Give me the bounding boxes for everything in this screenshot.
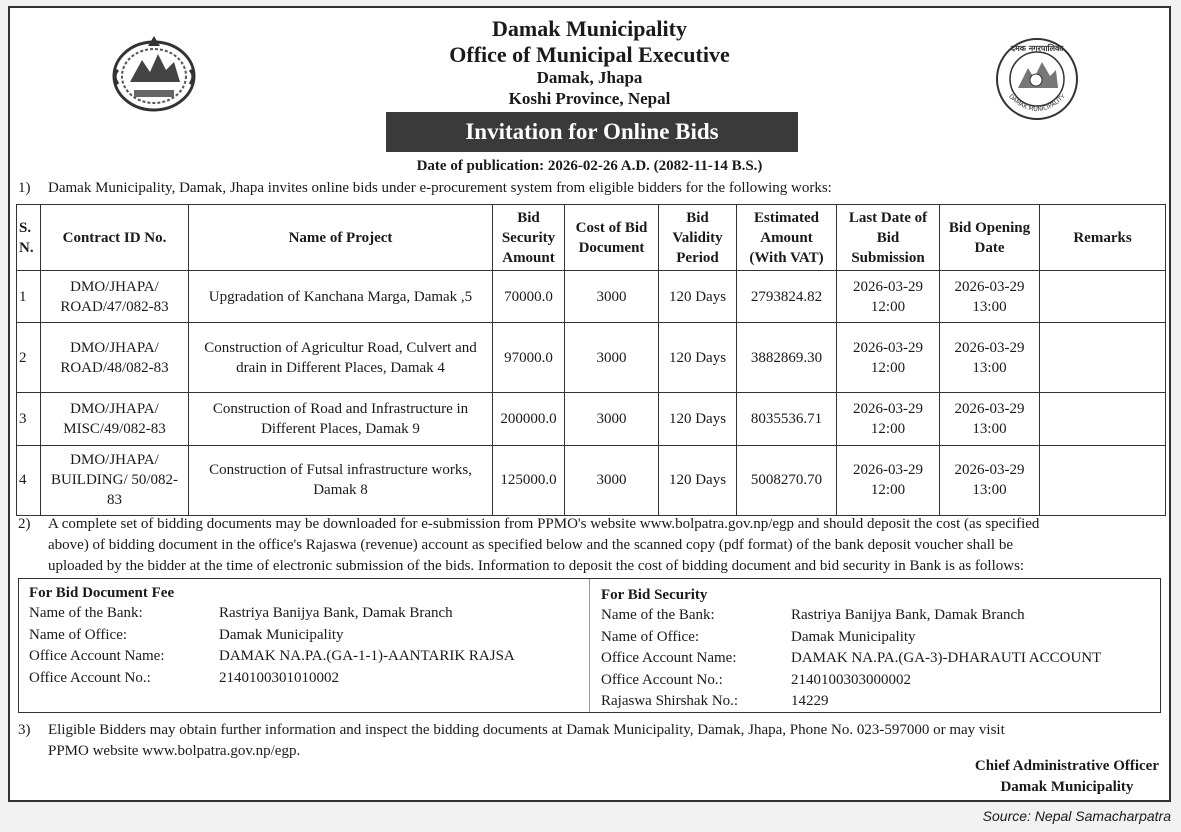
works-table xyxy=(16,204,1166,516)
cell-sn: 2 xyxy=(17,323,41,393)
bank-row xyxy=(29,625,515,647)
bank-value: 2140100303000002 xyxy=(791,671,911,688)
col-sn: S. N. xyxy=(17,205,41,271)
cell-estimate: 3882869.30 xyxy=(737,323,837,393)
cell-security: 97000.0 xyxy=(493,323,565,393)
cell-remarks xyxy=(1040,323,1166,393)
cell-lastdate: 2026-03-29 12:00 xyxy=(837,445,940,515)
page-title: Invitation for Online Bids xyxy=(386,112,798,152)
cell-lastdate: 2026-03-29 12:00 xyxy=(837,393,940,445)
source-credit: Source: Nepal Samacharpatra xyxy=(982,808,1171,824)
bank-row xyxy=(29,646,515,668)
bank-value: DAMAK NA.PA.(GA-3)-DHARAUTI ACCOUNT xyxy=(791,650,1102,666)
cell-estimate: 8035536.71 xyxy=(737,393,837,445)
cell-project: Construction of Agricultur Road, Culvert and drain in Different Places, Damak 4 xyxy=(189,323,493,393)
signatory-office: Damak Municipality xyxy=(1000,779,1134,795)
cell-contract: DMO/JHAPA/ MISC/49/082-83 xyxy=(41,393,189,445)
cell-project: Upgradation of Kanchana Marga, Damak ,5 xyxy=(189,271,493,323)
cell-remarks xyxy=(1040,393,1166,445)
bank-value: Rastriya Banijya Bank, Damak Branch xyxy=(219,605,453,621)
cell-cost: 3000 xyxy=(565,323,659,393)
cell-contract: DMO/JHAPA/ ROAD/48/082-83 xyxy=(41,323,189,393)
table-row xyxy=(17,271,1166,323)
office-subtitle: Office of Municipal Executive xyxy=(449,42,730,67)
cell-cost: 3000 xyxy=(565,445,659,515)
cell-cost: 3000 xyxy=(565,393,659,445)
paragraph-number: 3) xyxy=(18,722,31,738)
bank-key: Name of the Bank: xyxy=(601,607,715,623)
cell-validity: 120 Days xyxy=(659,323,737,393)
table-row xyxy=(17,393,1166,445)
bank-row xyxy=(601,670,1101,692)
bank-key: Office Account No.: xyxy=(601,671,723,688)
col-estimate: Estimated Amount (With VAT) xyxy=(737,205,837,271)
cell-estimate: 5008270.70 xyxy=(737,445,837,515)
bank-key: Office Account No.: xyxy=(29,669,151,686)
cell-security: 70000.0 xyxy=(493,271,565,323)
bid-security-title: For Bid Security xyxy=(601,587,708,603)
cell-lastdate: 2026-03-29 12:00 xyxy=(837,271,940,323)
paragraph-number: 1) xyxy=(18,180,31,196)
table-row xyxy=(17,323,1166,393)
cell-sn: 3 xyxy=(17,393,41,445)
bank-row xyxy=(29,668,515,690)
col-opening: Bid Opening Date xyxy=(940,205,1040,271)
paragraph-line: above) of bidding document in the office's Rajaswa (revenue) account as specified below and the scanned copy (pdf format) of the bank deposit voucher shall be xyxy=(48,537,1014,553)
cell-contract: DMO/JHAPA/ BUILDING/ 50/082-83 xyxy=(41,445,189,515)
cell-validity: 120 Days xyxy=(659,271,737,323)
cell-validity: 120 Days xyxy=(659,445,737,515)
publication-date: Date of publication: 2026-02-26 A.D. (2082-11-14 B.S.) xyxy=(416,158,763,174)
bank-key: Office Account Name: xyxy=(601,650,737,666)
bank-key: Name of Office: xyxy=(601,628,700,645)
paragraph-line: Eligible Bidders may obtain further information and inspect the bidding documents at Damak Municipality, Damak, Jhapa, Phone No. 023-597000 or may visit xyxy=(48,722,1005,738)
bank-value: DAMAK NA.PA.(GA-1-1)-AANTARIK RAJSA xyxy=(219,648,515,664)
cell-validity: 120 Days xyxy=(659,393,737,445)
office-location: Damak, Jhapa xyxy=(536,68,643,87)
bank-row xyxy=(601,605,1101,627)
cell-opening: 2026-03-29 13:00 xyxy=(940,393,1040,445)
cell-security: 200000.0 xyxy=(493,393,565,445)
cell-cost: 3000 xyxy=(565,271,659,323)
bank-row xyxy=(601,691,1101,713)
notice-frame xyxy=(8,6,1171,802)
col-cost: Cost of Bid Document xyxy=(565,205,659,271)
bank-value: Rastriya Banijya Bank, Damak Branch xyxy=(791,607,1025,623)
cell-opening: 2026-03-29 13:00 xyxy=(940,323,1040,393)
col-contract: Contract ID No. xyxy=(41,205,189,271)
bid-fee-details xyxy=(29,583,515,689)
bank-value: Damak Municipality xyxy=(219,626,344,643)
col-security: Bid Security Amount xyxy=(493,205,565,271)
bid-fee-title: For Bid Document Fee xyxy=(29,585,175,601)
bank-row xyxy=(29,603,515,625)
bank-key: Name of Office: xyxy=(29,626,128,643)
cell-project: Construction of Road and Infrastructure in Different Places, Damak 9 xyxy=(189,393,493,445)
seal-text: दमक नगरपालिका xyxy=(1010,44,1064,53)
table-row xyxy=(17,445,1166,515)
paragraph-line: PPMO website www.bolpatra.gov.np/egp. xyxy=(48,743,301,759)
cell-sn: 1 xyxy=(17,271,41,323)
cell-remarks xyxy=(1040,445,1166,515)
paragraph-1 xyxy=(18,178,832,199)
bank-value: 14229 xyxy=(791,693,829,709)
bank-value: 2140100301010002 xyxy=(219,669,339,686)
cell-contract: DMO/JHAPA/ ROAD/47/082-83 xyxy=(41,271,189,323)
cell-security: 125000.0 xyxy=(493,445,565,515)
cell-sn: 4 xyxy=(17,445,41,515)
cell-estimate: 2793824.82 xyxy=(737,271,837,323)
municipality-seal-icon xyxy=(994,36,1080,122)
signature-block xyxy=(975,756,1159,798)
cell-project: Construction of Futsal infrastructure works, Damak 8 xyxy=(189,445,493,515)
paragraph-2 xyxy=(18,514,1166,577)
bank-key: Rajaswa Shirshak No.: xyxy=(601,693,739,709)
bank-divider xyxy=(589,579,590,712)
bank-value: Damak Municipality xyxy=(791,628,916,645)
office-name: Damak Municipality xyxy=(492,16,687,41)
col-remarks: Remarks xyxy=(1040,205,1166,271)
paragraph-line: A complete set of bidding documents may be downloaded for e-submission from PPMO's website www.bolpatra.gov.np/egp and should deposit the cost (as specified xyxy=(48,516,1040,532)
paragraph-line: uploaded by the bidder at the time of electronic submission of the bids. Information to deposit the cost of bidding document and bid security in Bank is as follows: xyxy=(48,558,1025,574)
bank-details-box xyxy=(18,578,1161,713)
col-project: Name of Project xyxy=(189,205,493,271)
col-validity: Bid Validity Period xyxy=(659,205,737,271)
bank-key: Office Account Name: xyxy=(29,648,165,664)
signatory-title: Chief Administrative Officer xyxy=(974,758,1159,774)
paragraph-number: 2) xyxy=(18,516,31,532)
bid-security-details xyxy=(601,585,1101,713)
bank-row xyxy=(601,627,1101,649)
table-header-row xyxy=(17,205,1166,271)
cell-opening: 2026-03-29 13:00 xyxy=(940,445,1040,515)
seal-caption: DAMAK MUNICIPALITY xyxy=(1007,93,1067,114)
office-province: Koshi Province, Nepal xyxy=(508,89,671,108)
cell-lastdate: 2026-03-29 12:00 xyxy=(837,323,940,393)
cell-remarks xyxy=(1040,271,1166,323)
bank-row xyxy=(601,648,1101,670)
bank-key: Name of the Bank: xyxy=(29,605,143,621)
cell-opening: 2026-03-29 13:00 xyxy=(940,271,1040,323)
paragraph-text: Damak Municipality, Damak, Jhapa invites online bids under e-procurement system from eligible bidders for the following works: xyxy=(48,180,832,196)
col-lastdate: Last Date of Bid Submission xyxy=(837,205,940,271)
